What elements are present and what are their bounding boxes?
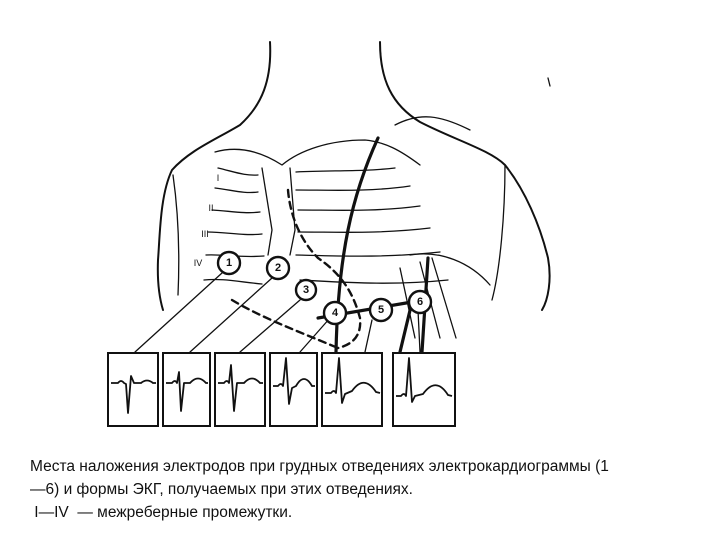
electrode-label-2: 2 xyxy=(274,262,282,274)
intercostal-label-i: I xyxy=(216,173,220,183)
heart-outline-lower xyxy=(232,300,338,348)
electrode-5 xyxy=(370,299,392,321)
electrode-2 xyxy=(267,257,289,279)
electrode-label-1: 1 xyxy=(225,257,233,269)
anterior-axillary-line xyxy=(400,302,412,352)
ecg-box-5 xyxy=(322,353,382,426)
intercostal-label-iii: III xyxy=(201,229,209,239)
ecg-box-4 xyxy=(270,353,317,426)
electrode-label-5: 5 xyxy=(377,304,385,316)
electrode-label-6: 6 xyxy=(416,296,424,308)
figure-caption xyxy=(30,455,710,524)
ecg-box-1 xyxy=(108,353,158,426)
ecg-box-3 xyxy=(215,353,265,426)
electrode-label-4: 4 xyxy=(331,307,339,319)
ecg-box-2 xyxy=(163,353,210,426)
electrode-4 xyxy=(324,302,346,324)
electrode-3 xyxy=(296,280,316,300)
electrode-label-3: 3 xyxy=(302,284,310,296)
ecg-box-6 xyxy=(393,353,455,426)
ecg-boxes xyxy=(108,353,455,426)
intercostal-labels xyxy=(194,173,220,268)
caption-line-3: I—IV — межреберные промежутки. xyxy=(30,504,293,521)
electrode-6 xyxy=(409,291,431,313)
caption-line-1: Места наложения электродов при грудных отведениях электрокардиограммы (1 xyxy=(30,458,609,475)
intercostal-label-ii: II xyxy=(208,203,214,213)
caption-line-2: —6) и формы ЭКГ, получаемых при этих отведениях. xyxy=(30,481,413,498)
intercostal-label-iv: IV xyxy=(193,258,203,268)
electrode-1 xyxy=(218,252,240,274)
